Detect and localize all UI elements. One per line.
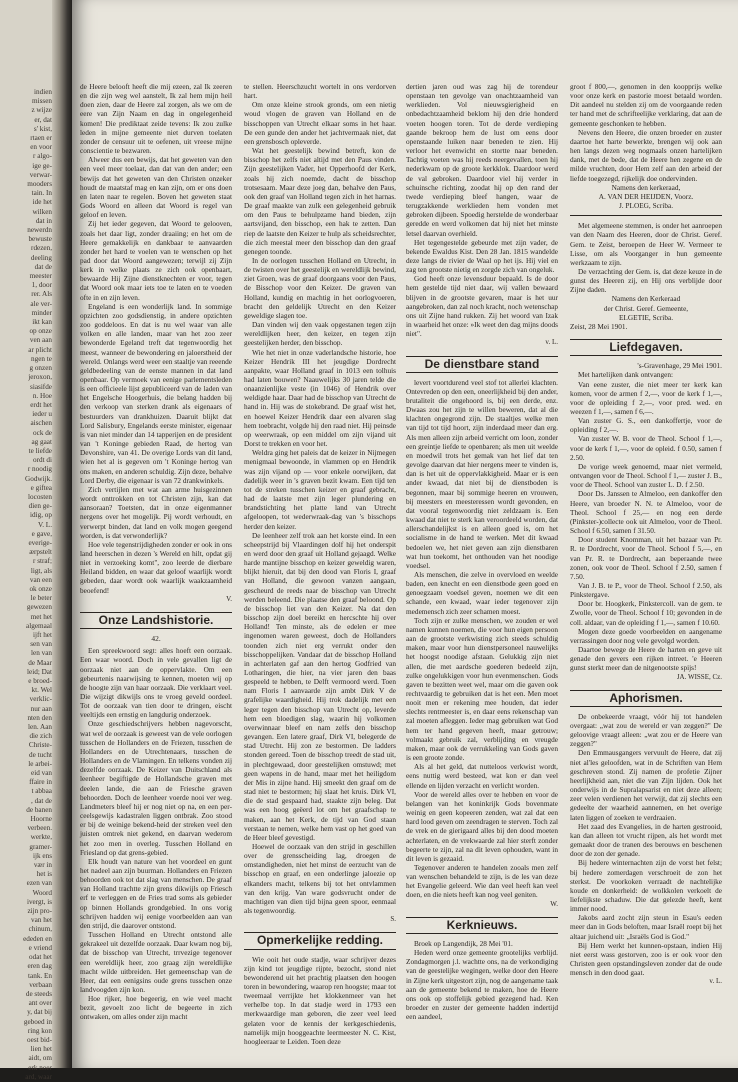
previous-page-fragment: wilken [32,207,52,216]
article-paragraph: Door student Knomman, uit het bazaar van Pr. R. te Dordrecht, voor de Theol. School f 5,—, en van Pr. R. te Dordrecht, aan beperaande twee zonen, ook voor de Theol. School f 2.50, samen f 7.50. [570,535,722,581]
article-paragraph: Door Ds. Janssen te Almeloo, een dankoffer den Heere, van broeder N. N. te Almeloo, voor de Theol. School f 25,— en nog een derde (Pinkster-)collecte ook uit Almeloo, voor de Theol. School f 6.50, samen f 31.50. [570,489,722,536]
previous-page-fragment: werkte, [30,833,52,842]
previous-page-fragment: e gave, [31,529,52,538]
previous-page-fragment: dien ge- [28,502,52,511]
previous-page-fragment: Woord [32,888,52,897]
column-4 [570,82,722,1052]
article-paragraph: Wie het niet in onze vaderlandsche historie, hoe Keizer Hendrik III het jeugdige Dordrecht aanpakte, waar Holland graaf in 1013 een tolhuis had laten bouwen? Naauwelijks 30 jaren telde die onaanzienlijke veste (in 1046) of Hendrik over weldigde haar. Daar had de bisschop van Utrecht de hand in. Hij was de stokebrand. De graaf wist het, en hoewel Keizer Hendrik daar een alvaren slag hem toebracht, volgde hij den raad niet. Hij peinsde op weerwraak, op een middel om zijn vijand uit Dorst te trekken en voor het. [244,347,396,449]
previous-page-fragment: de steeds [25,989,52,998]
previous-page-fragment: ven aan [29,336,52,345]
centered-line: Namens den Kerkeraad [611,294,681,304]
previous-page-fragment: ijk ens [33,851,52,860]
previous-page-fragment: aischen [30,419,52,428]
article-paragraph: God heeft onze levensduur bepaald. Is de door hem gestelde tijd niet daar, wij vallen bewaard blijven in de grootste gevaren, maar is het uur aangebroken, dan zal noch kracht, noch wetenschap ons uit Zijne hand rukken. Zij het woord van Izak in waarheid het onze: »Ik weet den dag mijns doods niet". [406,274,558,339]
previous-page-fragment: ring kon [27,1026,52,1035]
previous-page-fragment: er, dat [34,115,52,124]
previous-page-fragment: len. Aan [28,723,52,732]
article-paragraph: de Heere belooft heeft die mij ezeen, zal Ik zeeren en die zijn weg wel aanstelt, Ik zal hem mijn heil doen zien, daar de Heere zal zorgen, als we om de eere van Zijn Naam en dag in ongelegenheid komen! Die prediktaat zeide tevens: Ik zou zulke leden in mijne gemeente niet durven toelaten zonder de censuur uit te oefenen, uit vreese mijne conscientie te bezwaren. [80,82,232,156]
previous-page-fragment: e broed- [28,677,52,685]
previous-page-fragment: geboed in [23,1017,52,1026]
centered-line: A. VAN DER HEIJDEN, Voorz. [598,191,694,201]
article-paragraph: Weldra ging het paleis dat de keizer in Nijmegen menigmaal bewoonde, in vlammen op en Hendrik was zijn vijand op — voor enkele oorwijken, dat dadelijk weer in 's graven bezit kwam. Een tijd ten tot de streken tusschen keizer en graaf gebracht, had de laatste met zijn leger plundering en brandstichting het platte land van Utrecht afgeloopen, tot wederwraak-dag van 's bisschops herder den keizer. [244,448,396,531]
previous-page-fragment: ige ge- [32,161,52,170]
article-paragraph: Om onze kleine strook gronds, om een nietig woud vlogen de graven van Holland en de bisschoppen van Utrecht elkaar soms in het haar. De een gunde den ander het jachtvermaak niet, dat een grensbosch opleverde. [244,100,396,146]
divider [570,215,722,216]
article-paragraph: Jakobs aard zocht zijn steun in Esau's eeden meer dan in Gods beloften, maar Israël roept bij het altaar juichend uit: „Israëls God is God." [570,913,722,941]
previous-page-fragment: lien het [30,1045,52,1054]
previous-page-fragment: r noodig [27,465,52,474]
previous-page-fragment: z wijze [31,106,52,115]
article-paragraph: Het tegengestelde gebeurde met zijn vader, de bekende Ewaldus Kist. Den 28 Jan. 1815 wandelde deze langs de rivier de Waal op het ijs. Hij viel en zag ten grootste nietig en zorgde zich van ongeluk. [406,237,558,275]
article-paragraph: dertien jaren oud was zag hij de torendeur openstaan ten gevolge van onachtzaamheid van werklieden. Vol nieuwsgierigheid en onbedachtzaamheid beklom hij den drie honderd voeten hoogen toren. Tot de derde verdieping gaande bekroop hem de lust om eens door openstaande luiken naar beneden te zien. Hij verloor het evenwicht en stortte naar beneden. Tachtig voeten was hij reeds neergevallen, toen hij nederkwam op de groote kerkklok. Daardoor werd de val gebroken. Daardoor viel hij verder in schuinsche richting, zoodat hij op den rand der twede verdieping bleef hangen, waar de terugzakkende werklieden hem vonden met gebroken dijbeen. Spoedig herstelde de wonderbaar geredde en werd volkomen dat hij niet het minste letsel daarvan overhield. [406,82,558,238]
section-heading: De dienstbare stand [406,356,558,373]
previous-page-fragment: ag gaat [31,437,52,446]
previous-page-fragment: aidt, om [28,1054,52,1063]
article-paragraph: Alweer dus een bewijs, dat het geweten van den een veel meer toelaat, dan dat van den ander; een bewijs dat het geweten van den Christen onzeker houdt de maatstaf mag en kan zijn, om er ons doen en laten naar te regelen. Boven het geweten staat Gods Woord en alleen dat Woord is regel van geloof en leven. [80,155,232,220]
previous-page-fragment: verwar- [29,170,52,179]
previous-page-fragment: rtaen er [30,134,52,143]
previous-page-fragment: die zich [29,732,52,741]
article-paragraph: Elk houdt van nature van het voordeel en gunt het nadeel aan zijn buurman. Hollanders en Friezen behoorden ook tot dat slag van menschen. De graaf van Holland trachtte zijn grens dikwijls op Friesch erf te verleggen en de Fries trad soms als gebieder op binnen Hollands grondgebied. In ons vorig schrijven hadden wij eenige voorbeelden aan van den strijd, die daarover ontstond. [80,856,232,930]
author-signature: V. [226,594,232,603]
previous-page-fragment: ieder u [32,410,52,419]
article-paragraph: Tegenover anderen te handelen zooals men zelf van wenschen behandeld te zijn, is de les van deze het Evangelie geleerd. Wie dan veel heeft kan veel doen, en die niets heeft kan nog veel geniten. [406,862,558,900]
previous-page-fragment: meester [29,272,52,281]
previous-page-fragment: eid van [31,769,52,778]
previous-page-fragment: ide het [32,198,52,207]
article-paragraph: De leenheer zelf trok aan het korste eind. In een scheepstrijd bij Vlaardingen dolf hij het onderspit en werd door den graaf uit Holland gejaagd. Welke harde mantijne bisschop en keizer geweldig waren, blijkt hieruit, dat bij den dood van Floris I, graaf van Holland, die gewoon vanzen aangaan, gescheurd de reeds naar de bisschop van Utrecht werden beleend. Die plaatse den graaf beloond. Op de bisschop liet van den Keizer. Na dat den bisschop zijn doel bereikt en hercschte hij over Holland! Ten minste, als de edelen er mee ingenomen waren geweest, doch de Hollanders toonden zich niet erg verrukt onder den bisschoppelijken. Vandaar dat de bisschop Holland in achterlaten gaf aan den hertog Godfried van Lotharingen, die hier, na vier jaren den baas gespeeld te hebben, te Delft vermoord werd. Toen nam Floris I aanvaarde zijn ambt Dirk V de grafelijke waardigheid. Hij trok dadelijk met een leger tegen den bisschop van Utrecht op, leverde hem een bloedigen slag, waarin hij volkomen overwinnaar bleef en nam zelfs den bisschop gevangen. Een latere graaf, Dirk VI, belegerde de stad Utrecht. Hij zon ze bestormen. De ladders stonden gereed. Toen de bisschop treedt de stad uit, in plechtgewaad, door geestelijken omstuwd; met geen wapens in de hand, maar met het heiligdom der Mis in zijne hand. Hij smeekt den graaf om de stad niet te bestormen; hij slaat het kruis. Dirk VI, die de stad gespaard had, staakte zijn beleg. Dat was een hoog geëerd lot om het graafschap te maken, aan het Kerk, de tijd van God staan verstaan te nemen, welke hem vast op het goed van de Heer bleef gevestigd. [244,530,396,842]
previous-page-fragment: ikt kan [32,318,52,327]
author-signature: v. L. [545,338,558,347]
installment-number: 42. [151,634,161,644]
author-signature: S. [390,915,396,924]
article-paragraph: Door br. Hoogkerk, Pinkstercoll. van de gem. te Zwolle, voor de Theol. School f 10; gevonden in de coll. aldaar, van de opleiding f 1,—, samen f 10.60. [570,599,722,627]
article-paragraph: Een spreekwoord segt: alles hoeft een oorzaak. Een waar woord. Doch in vele gevallen ligt de oorzaak niet aan de oppervlakte. Om een gebeurtenis naarwijsing te kennen, moeten wij op de hoogte zijn van haar oorzaak. Die verklaart veel. Die wijzigt dikwijls ons te vroeg geveld oordeel. Tot de oorzaak van tien door te dringen, eischt veeltijds een ernstig en langdurig onderzoek. [80,646,232,720]
article-paragraph: Bij hedere winternachten zijn de vorst het felst; bij hedere zomerdagen verschroeit de zon het sterkst. De voorkoken verraadt de nachtelijke koude en donkerheid: de wolkkolen verkoelt de liefelijkste schaduw. Die dat gelezde heeft, kent immer nood. [570,858,722,914]
author-signature: W. [550,899,558,908]
previous-page-fragment: mooders [27,180,52,189]
previous-page-fragment: op onze [29,327,52,336]
article-paragraph: Onze geschiedschrijvers hebben nagevorscht, wat wel de oorzaak is geweest van de vele oorlogen tusschen de Hollanders en de Friezen, tusschen de Hollanders en de Utrechtenaars, tusschen de Hollanders en de Vlamingen. En telkens vonden zij dezelfde oorzaak. De Keizer van Duitschland als leenheer begiftigde de Hollandsche graven met deelen lande, die aan de Friesche graven behoorden. Doch de leenheer voerde nooi ver weg. Landmeters bleef hij er nog niet op na, en een per-ceelsgewijs kadastralen liggen ontbrak. Zoo stood er bij de weinige bekend-heid der streken veel den juisten omtrek niet gekend, en daarvan wederom het zoo men in overleg. Tusschen Holland en Friesland op dat grens-gebied. [80,719,232,857]
previous-page-fragment: 1, door [31,281,52,290]
article-paragraph: Zich vertijlen met wat aan arme huisgezinnen wordt onttrokken en tot Christen zijn, kan dat aansoraan? Toetsten, dat in onze eigenmanner nergens over het mogelijk. Pij wordt verhoudt, en verwerpt binden, dat land en volk mogen geegend worden, is dat verwonderlijk? [80,484,232,540]
previous-page-fragment: sen van [30,640,52,649]
previous-page-fragment: ærpstelt [29,548,52,557]
column-3 [406,82,558,1052]
previous-page-fragment: ale ver- [30,299,52,308]
author-signature: v. L. [709,977,722,986]
previous-page-fragment: Hoorne [30,815,52,824]
previous-page-fragment: verbeen. [27,824,52,833]
previous-page-fragment: ant over [28,999,52,1008]
article-paragraph: De verzachting der Gem. is, dat deze keuze in de gunst des Heeren zij, en Hij ons verblijde door Zijne daden. [570,266,722,295]
article-paragraph: Van zuster G. S., een dankoffertje, voor de opleiding f 2,—. [570,416,722,435]
article-paragraph: groot f 800,—, genomen in den koopprijs welke voor onze kerk en pastorie moest betaald worden. Dit aandeel nu stelden zij om de voorgaande reden ter hand met de schrifteelijke verklaring, dat aan de gemeente geschonken te hebben. [570,82,722,128]
previous-page-fragment: le beter [30,594,52,603]
section-heading: Onze Landshistorie. [80,612,232,629]
previous-page-fragment: zijn pro- [27,907,52,916]
article-paragraph: Zeist, 28 Mei 1901. [570,321,628,331]
author-signature: JA. WISSE, Cz. [676,672,722,681]
article-paragraph: Bij Hem werkt het kunnen-opstaan, indien Hij niet eerst wass gestorven, zoo is er ook voor den Christen geen opstandingsleven zonder dat de oude mensch in den dood gaat. [570,940,722,978]
previous-page-fragment: e giftea [30,483,52,492]
article-paragraph: Als al het geld, dat nutteloos verkwist wordt, eens nuttig werd besteed, wat kon er dan veel ellende en lijden verzacht en verlicht worden. [406,762,558,790]
previous-page-fragment: verklic- [29,695,52,704]
previous-page-fragment: oest bid- [27,1035,52,1044]
previous-page-fragments [0,88,56,1081]
column-2 [244,82,396,1052]
section-heading: Opmerkelijke redding. [244,932,396,949]
previous-page-fragment: ligt, als [30,566,52,575]
previous-page-fragment: kt. Wel [31,686,52,695]
previous-page-fragment: ffaire in [29,778,52,787]
previous-page-fragment: ezen van [26,879,52,888]
article-paragraph: levert voortdurend veel stof tot allerlei klachten. Ontevreden op den een, oneerlijkheid bij den ander, brutaliteit die ongehoord is, bij een derde, enz. Dwaas zou het zijn te willen beweren, dat al die klachten ongegrond zijn. De staaltjes welke men van tijd tot tijd hoort, zijn inderdaad meer dan erg. Als men alleen zijn arbeid verricht om loon, zonder een greintje liefde te openbaren; als men uit weelde en moedwil trots het gemak van het lief dat ten gevolge daarvan dat hier nergens meer te vinden is, dan is het uit de oppervlakkigheid. Maar er is een ander kwaad, dat niet bij de dienstboden is begonnen, maar bij sommige heeren en vrouwen, bij meesters en meesteressen wordt gevonden, en dat vooral tegenwoordig niet zeldzaam is. Een kwaad dat niet te sterk kan veroordeeld worden, dat allerschandelijkst is en alleen goed is, om het socialisme in de hand te werken. Met dit kwaad bedoelen we, het niet geven aan zijn dienstbaren wat hun toekomt, het onthouden van het noodige voedsel. [406,377,558,570]
article-paragraph: Van zuster W. B. voor de Theol. School f 1,—, voor de kerk f 1,—, voor de opleid. f 0.50, samen f 2.50. [570,434,722,462]
previous-page-fragment: len van [31,649,52,658]
article-paragraph: Van eene zuster, die niet meer ter kerk kan komen, voor de armen f 2,—, voor de kerk f 1,—, voor de opleiding f 2,—, voor pred. wed. en weezen f 1,—, samen f 6,—. [570,379,722,416]
previous-page-fragment: nten den [27,713,52,722]
previous-page-fragment: indien [34,88,52,96]
previous-page-fragment: idig, op [30,511,52,520]
previous-page-fragment: rdezen, [31,244,52,253]
article-paragraph: Nevens den Heere, die onzen broeder en zuster daartoe het harte bewerkte, brengen wij ook aan hen langs dezen weg nogmaals onzen hartelijken dank, met de bede, dat de Heere hen zegene en de milde vruchten, door Hem zelf aan den arbeid der liefde toegezegd, rijkelijk doe ondervinden. [570,127,722,183]
centered-line: ELGETIE, Scriba. [618,312,674,322]
previous-page-fragment: Christe- [28,741,52,750]
previous-page-fragment: everige- [28,538,52,547]
article-paragraph: Daartoe bewege de Heere de harten en geve uit genade den gevers een rijken intreet. 'e Heeren gunst sterkt meer dan de nitgenootste spijs! [570,645,722,673]
previous-page-fragment: , dat de [31,796,52,805]
article-paragraph: Toch zijn er zulke menschen, we zouden er wel namen kunnen noemen, die voor hun eigen persoon aan de grootste verkwisting zich steeds schuldig maken, maar voor hun dienstpersoneel nauwelijks het hoogst noodige afstaan. Gelukkig zijn niet allen, die met aardsche goederen bedeeld zijn, zulke ongelukkigen voor hun evenmenschen. Gods gaven te bezitten weet wel, maar om die gaven ook rechtvaardig te gebruiken dat is het een. Men moet nooit men er rekening mee houden, dat ieder slechts rentmeester is, en daar eens rekenschap van zal moeten afleggen. Ieder mag gebruiken wat God hem ter hand gegeven heeft, maar getrouw; volmaakt gebruik zal, verblijding en vreugde maken, maar ook de verrukkeling van Gods gaven is een groote zonde. [406,615,558,763]
centered-line: J. PLOEG, Scriba. [618,201,674,211]
previous-page-fragment: verbaan [29,980,52,989]
previous-page-fragment: de Maar [28,658,52,667]
article-paragraph: Wie ooit het oude stadje, waar schrijver dezes zijn kind tot jeugdige rijpte, bezocht, stond niet bewonderend uit het prachtig plaatsen den hoogen toren in bewondering, waarop ren hoogste; maar tot tweemaal verrijkte het klokkenmeer van het verhelbe top. In dat stadje werd in 1793 een merkwaardige man geboren, die zeer veel leed gelaten voor de kennis der kerkgeschiedenis, namelijk mijn hooggeachte leermeester N. C. Kist, hoogleeraar te Leiden. Toen deze [244,954,396,1046]
section-heading: Aphorismen. [570,690,722,707]
article-paragraph: Broek op Langendijk, 28 Mei '01. [414,938,513,948]
previous-page-fragment: dat de [34,262,52,271]
previous-page-fragment: e vriend [28,943,52,952]
previous-page-fragment: jeroxon, [28,373,52,382]
previous-page-fragment: te liefde [28,446,52,455]
article-paragraph: Als menschen, die zelve in overvloed en weelde baden, een knecht en een dienstbode geen goed en genoegzaam voedsel geven, noemen we dit een schande, een kwaad, waar ieder tegenover zijn medemensch zich zeer schamen moest. [406,569,558,616]
previous-page-fragment: erdt het [30,400,52,409]
section-heading: Kerknieuws. [406,917,558,934]
article-paragraph: Engeland is een wonderlijk land. In sommige opzichten zoo godsdienstig, in andere opzichten zoo goddeloos. En dat is nu wel waar van alle volken en alle landen, maar van het zoo zeer bewonderde Egeland treft dat tegenwoordig het meest, wanneer de bewondering en jaloerstheid der wereld. Onlangs werd weer een staaltje van reeende geldbedeeling van de eenste mannen in dat land openbaar. Op vermoek van eenige parlementsleden is een officieele lijst gepubliceerd van de laden van het Engelsche Hoogerhuis, die belang hadden bij den verkoop van sterken drank als eigenaars of bestuurders van drankhuizen. Daaruit blijkt dat Lord Salisbury, Engelands eerste minister, eigenaar is van niet minder dan 14 tapperijen en de president van 't Koninge gebieden Raad, de hertog van Devonshire, van 41. De overige Lords van dit land, wien het al is gegeven om 't Koninge hertog van ons maken, en anderen schuldig. Zijn deze, behalve Lord Derby, die eigenaar is van 72 drankwinkels. [80,301,232,485]
article-paragraph: Heden werd onze gemeente grootelijks verblijd. Zondagmorgen j.l. wachtte ons, na de verkondiging van de geestelijke wegingen, welke door den Heere in Zijne kerk uitgestort zijn, nog de aangename taak aan de gemeente bekend te maken, hoe de Heere ons ook op stoffelijk gebied gezegend had. Ken broeder en zuster der gemeente hadden indertijd een aandeel, [406,948,558,1022]
centered-line: Namens den kerkeraad, [611,182,681,192]
previous-page-fragment: newerdn [27,226,52,235]
previous-page-fragment: r algo- [33,152,52,161]
previous-page-fragment: en voor [30,143,52,152]
previous-page-fragment: n. Hoe [32,391,52,400]
newspaper-page [72,0,738,1068]
previous-page-fragment: ijft het [33,630,52,639]
previous-page-fragment: locosten [28,492,52,501]
previous-page-fragment: ededen en [23,934,52,943]
previous-page-fragment: vær in [33,861,52,870]
previous-page-fragment: t abbaa [31,787,52,796]
previous-page-fragment: eren dag [27,962,52,971]
previous-page-fragment: gewezen [26,603,52,612]
article-paragraph: In de oorlogen tusschen Holland en Utrecht, in de twisten over het geestelijk en wereldlijk bewind, ziet Groen, was de graaf doorgaans voor den Paus, de Bisschop voor den Keizer. De graven van Holland, kundig en machtig in het oorlogvoeren, bracht den geldelijk Utrecht en den Keizer geweldige slagen toe. [244,255,396,320]
article-paragraph: Hoe vele tegenstrijdigheden zonder er ook in ons land heerschen in dezen 's Wereld en hilt, opdat gij niet in verzoeking komt", zoo leerde de dierbare Heiland bidden, en waar dat geloof waarlijk wordt gebeden, daar wordt ook waarlijk waakzaamheid beoefend! [80,539,232,595]
centered-line: der Christ. Geref. Gemeente, [603,303,689,313]
article-paragraph: Het zaad des Evangelies, in de harten gestrooid, kan dan alleen tot vrucht rijpen, als het wordt met gemaakt door de tranen des berouws en beschenen door de zon der genade. [570,821,722,859]
previous-page-fragment: Godwijk. [25,474,52,483]
previous-page-fragment: gramer- [29,842,52,851]
previous-page-fragment: minder [31,308,52,317]
article-paragraph: Voor de wereld alles over te hebben en voor de belangen van het koninkrijk Gods bovenmate weinig en geen kopeeren zenden, wat zal dat een hard lood geven om zeendragen te sterven. Toch zal de vrek en de gierigaard alles bij den dood moeten achterlaten, en de vrekwaarde zal hier sterft zonder begeerte te zijn, zal na dit leven ophouden, want in dit leven is gezaaid. [406,789,558,863]
dateline: 's-Gravenhage, 29 Mei 1901. [637,361,722,371]
previous-page-fragment: s' kist, [33,124,52,133]
previous-page-fragment: ock de [33,428,52,437]
article-paragraph: Zij het ieder gegeven, dat Woord te gelooven, zoals het daar ligt, zonder draaiing; en het om de Heere gemakkelijk en dankbaar te aanvaarden zonder het hard te voelen van te wenschen op het pad door dat Woord aangewezen; terwijl zij Zijn kerk in welke plaats ze zich ook openbaart, bewaarde Hij Zijne dienstknechten er voor, tegen dat Woord ook maar iets toe te laten en te voeden ofte in en zijn leven. [80,219,232,302]
previous-page-fragment: y, dat bij [27,1008,52,1017]
previous-page-fragment: odat het [29,953,52,962]
previous-page-fragment: r straf; [33,557,52,566]
previous-page-fragment: g onzen [29,364,52,373]
previous-page-fragment: dat in [35,216,52,225]
article-paragraph: Met algemeene stemmen, is onder het aanroepen van den Naam des Heeren, door de Christ. Geref. Gem. te Zeist, beroepen de Heer W. Vermeer te Lisse, om als Voorganger in hun gemeente werkzaam te zijn. [570,221,722,267]
previous-page-fragment: ngen te [31,354,52,363]
previous-page-fragment: leid; Dat [27,667,52,676]
previous-page-fragment: V. L. [37,520,52,529]
previous-page-fragment: chinum, [28,925,52,934]
article-paragraph: Met hartelijken dank ontvangen: [578,370,674,380]
previous-page-fragment: deeling [30,253,52,262]
article-paragraph: Den Emmausgangers vervuult de Heere, dat zij niet al'les geloofden, wat in de Schriften van Hem geschreven stond. Zij namen de profetie Zijner heerlijkheid aan, niet die van Zijn lijden. Ook het onderwijs in de Supralapsarist en niet deze alleen; zeer velen verdienen het verwijt, dat zij slechts een gedeelte der waarheid aannemen, en het overige laten liggen of zoeken te verdraaien. [570,748,722,822]
book-spine [52,0,74,1068]
previous-page-fragment: van een [29,575,52,584]
previous-page-fragment: tain. In [31,189,52,198]
previous-page-fragment: tank. En [28,971,52,980]
article-paragraph: Wat het geestelijk bewind betreft, kon de bisschop het zelfs niet altijd met den Paus vinden. Zijn geestelijken Vader, het Opperhoofd der Kerk, zoals hij zich noemde, dacht de bisschop trotsesaam. Maar deze joeg dan, behalve den Paus, ook den graaf van Holland tegen zich in het harnas. De graaf maakte van zulk een gelegenheid gebruik om den Paus te behulpzame hand bieden, zijn aartsvijand, den bisschop, een hak te zetten. Dan riep de laatste den Keizer te hulp als scheidsrechter, die zich meestal meer den bisschop dan den graaf genegen toonde. [244,146,396,256]
previous-page-fragment: rer. Als [31,290,52,299]
column-1 [80,82,232,1052]
previous-page-fragment: ok onze [29,584,52,593]
previous-page-fragment: van het [31,916,52,925]
previous-page-fragment: het is [36,870,52,879]
article-paragraph: Tusschen Holland en Utrecht ontstond alle gekrakeel uit dezelfde oorzaak. Daar kwam nog bij, dat de bisschop van Utrecht, trrvezige tegenover een wereldlijk heer, zoo graag zijn wereldlijke macht wilde uitbreiden. Het gemeenschap van de Heer, dat een eenigsins oude grens tusschen onze landvoogden zijn kon. [80,930,232,994]
previous-page-fragment: de banen [26,805,52,814]
article-paragraph: De vorige week genoemd, maar niet vermeld, ontvangen voor de Theol. School f 1,— zuster J. B., voor de Theol. School van zuster L. D. f 2.50. [570,461,722,490]
article-paragraph: Van J. B. te P., voor de Theol. School f 2.50, als Pinkstergave. [570,580,722,600]
previous-page-fragment: nur aan [30,704,52,713]
previous-page-fragment: le arbei- [28,759,52,768]
article-paragraph: Hoewel de oorzaak van den strijd in geschillen over de grensscheiding lag, droegen de omstandigheden, niet het minst de eerzucht van de bisschop en graaf, en een onderlinge jaloezie op elkanders macht, telkens bij tot het ontvlammen van den krijg. Van ware godsvrucht onder de machtigen van dien tijd bijna geen spoor, eenmaal als tegenwoordig. [244,841,396,916]
article-paragraph: Hoe rijker, hoe begeerig, en wie veel macht bezit, gevoelt zoo licht de begeerte in zich ontwaken, om alles onder zijn macht [80,994,232,1022]
article-paragraph: De onbekeerde vraagt, vóór hij tot handelen overgaat: „wat zou de wereld er van zeggen?" De geloovige vraagt alleen: „wat zou er de Heere van zeggen?" [570,711,722,749]
previous-page-fragment: ard, waar [25,1072,52,1081]
section-heading: Liefdegaven. [570,339,722,356]
previous-page-fragment: missen [32,97,52,106]
previous-page-fragment: met het [30,612,52,621]
previous-page-fragment: ar plicht [28,345,52,354]
article-paragraph: Mogen deze goede voorbeelden en aangename verrassingen door nog vele gevolgd worden. [570,626,722,645]
previous-page-fragment: siasifde [30,382,52,391]
previous-page-fragment: de tucht [29,750,52,759]
previous-page-fragment: erk noer [28,1063,52,1072]
previous-page-fragment: ivergt, is [26,897,52,906]
previous-page-fragment: ordt di [33,456,52,465]
article-paragraph: Dan vinden wij den vaak opgestanen tegen zijn wereldlijken heer, den keizer, en tegen zijn geestelijken herder, den bisschop. [244,320,396,348]
previous-page-fragment: bewuste [28,235,52,244]
article-paragraph: te stellen. Heerschzucht wortelt in ons verdorven hart. [244,82,396,101]
previous-page-fragment: algemaal [26,621,52,630]
